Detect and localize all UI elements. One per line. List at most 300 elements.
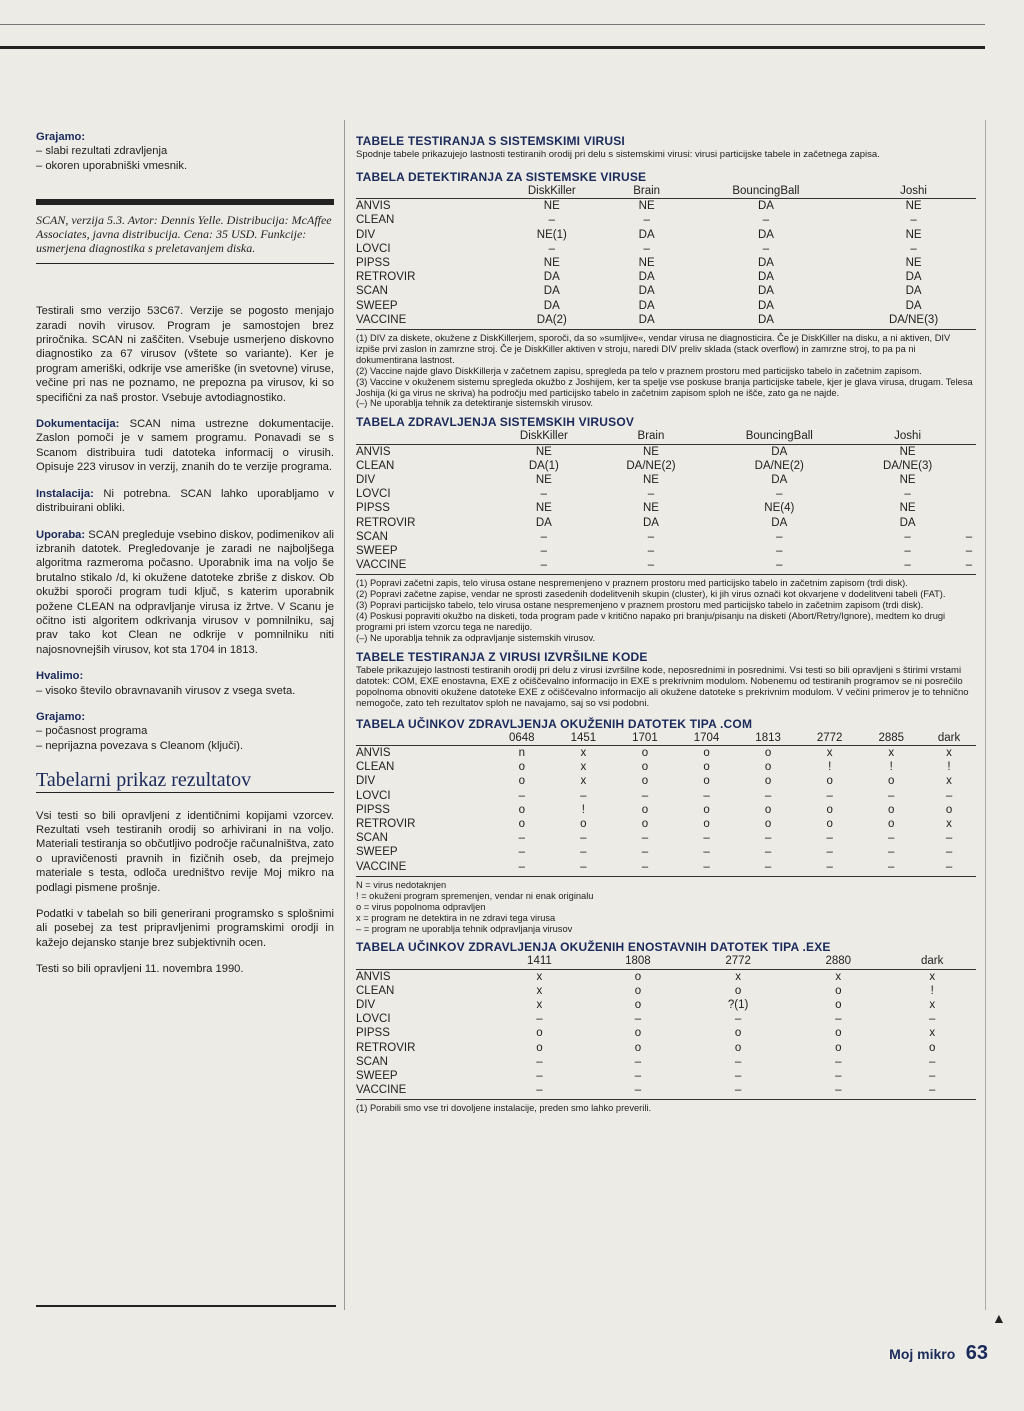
table-cell: [962, 487, 976, 501]
table-cell: –: [647, 530, 655, 543]
table-cell: o: [634, 984, 642, 997]
paragraph: Podatki v tabelah so bili generirani programsko s splošnimi ali posebej za test pripravljenimi programskimi orodji in kažejo dejansko stanje brez subjektivnih ocen.: [36, 908, 334, 949]
table-cell: x: [888, 747, 895, 760]
table-cell: –: [518, 860, 525, 873]
column-header: 2880: [788, 954, 888, 969]
table-row: [356, 1026, 976, 1040]
table-cell: –: [580, 846, 587, 859]
table-cell: –: [734, 1084, 742, 1097]
table-cell: NE: [543, 257, 560, 270]
table-cell: x: [929, 999, 936, 1012]
page-footer: [889, 1342, 988, 1365]
table-cell: DA: [543, 271, 560, 284]
table-cell: NE: [899, 445, 916, 458]
table-cell: DA: [638, 228, 655, 241]
table-row: [356, 789, 976, 803]
table-cell: –: [888, 860, 895, 873]
table-cell: x: [929, 1027, 936, 1040]
table-header-row: [356, 429, 976, 444]
table-row: [356, 998, 976, 1012]
table-cell: x: [946, 747, 952, 760]
footnote: (–) Ne uporablja tehnik za detektiranje sistemskih virusov.: [356, 398, 594, 409]
table-title: TABELA UČINKOV ZDRAVLJENJA OKUŽENIH ENOSTAVNIH DATOTEK TIPA .EXE: [356, 940, 831, 955]
table-cell: –: [965, 559, 973, 572]
table-cell: –: [540, 545, 548, 557]
column-header: BouncingBall: [705, 429, 853, 444]
table-cell: x: [735, 970, 741, 983]
table-cell: o: [888, 803, 895, 816]
table-cell: –: [888, 846, 895, 859]
table-cell: –: [518, 832, 525, 845]
column-header: DiskKiller: [491, 184, 613, 199]
table-cell: –: [945, 789, 953, 802]
right-margin-line: [985, 120, 986, 1310]
table-cell: NE: [905, 228, 922, 241]
table-cell: !: [581, 803, 585, 816]
table-cell: DA: [543, 299, 560, 312]
table-cell: –: [904, 488, 911, 501]
column-header: Joshi: [853, 429, 962, 444]
table-cell: –: [647, 559, 655, 572]
table-cell: NE: [543, 200, 560, 213]
table-cell: –: [888, 832, 895, 845]
table-cell: o: [734, 984, 742, 997]
table-cell: o: [518, 761, 525, 774]
table-notes: [356, 876, 976, 935]
table-cell: DA: [638, 271, 655, 284]
table-row: [356, 984, 976, 998]
table-cell: o: [764, 803, 772, 816]
table-row: [356, 760, 976, 774]
row-label: RETROVIR: [356, 1041, 416, 1054]
table-cell: o: [888, 818, 895, 831]
table-cell: DA: [771, 516, 788, 529]
table-block: [356, 717, 976, 935]
table-cell: DA: [757, 228, 774, 241]
table-cell: –: [965, 530, 973, 543]
table-row: [356, 845, 976, 859]
row-label: RETROVIR: [356, 271, 416, 284]
table-cell: –: [734, 1055, 742, 1068]
table-cell: DA: [757, 313, 774, 326]
table-cell: –: [945, 846, 953, 859]
table-row: [356, 516, 976, 530]
table-row: [356, 1083, 976, 1097]
footnote: (3) Popravi particijsko tabelo, telo virusa ostane nespremenjeno v praznem prostoru med particijsko tabelo in začetnim zapisom (trdi disk).: [356, 600, 924, 611]
row-label: SWEEP: [356, 1070, 398, 1083]
table-cell: –: [776, 545, 783, 557]
table-cell: x: [580, 747, 587, 760]
table-cell: o: [835, 1041, 842, 1054]
column-header: 1701: [614, 731, 676, 746]
table-cell: NE: [535, 445, 552, 458]
table-cell: DA: [757, 200, 774, 213]
table-cell: o: [764, 747, 772, 760]
right-column: [356, 134, 976, 1118]
column-header: Brain: [613, 184, 681, 199]
table-cell: o: [835, 999, 842, 1012]
table-cell: o: [764, 775, 772, 788]
table-cell: x: [835, 970, 842, 983]
table-cell: –: [826, 789, 833, 802]
column-header: 2885: [860, 731, 922, 746]
table-cell: –: [641, 846, 649, 859]
table-cell: –: [764, 846, 772, 859]
table-cell: DA(1): [528, 459, 559, 472]
grajamo-heading: Grajamo:: [36, 710, 86, 723]
table-row: [356, 530, 976, 544]
row-label: DIV: [356, 228, 376, 241]
table-cell: NE: [535, 502, 552, 515]
table-cell: –: [776, 530, 783, 543]
table-cell: !: [828, 761, 832, 774]
table-row: [356, 831, 976, 845]
footnote: x = program ne detektira in ne zdravi tega virusa: [356, 912, 556, 923]
table-cell: –: [540, 530, 548, 543]
table-cell: –: [826, 832, 833, 845]
table-cell: –: [518, 846, 525, 859]
table-header-row: [356, 954, 976, 969]
paragraph: Testi so bili opravljeni 11. novembra 1990.: [36, 963, 244, 976]
table-cell: x: [580, 761, 587, 774]
column-header: dark: [922, 731, 976, 746]
dokumentacija-paragraph: [36, 417, 334, 475]
table-cell: –: [888, 789, 895, 802]
footnote: (1) DIV za diskete, okužene z DiskKillerjem, sporoči, da so »sumljive«, vendar virusa ne diagnosticira. Če je DiskKiller na disku, a ni aktiven, DIV izpiše prvi zaslon in zamrzne stroj. Če je DiskKiller aktiven v stroju, naredi DIV preliv sklada (stack overflow) in zamrzne stroj, to pa pa ni dokumentirana lastnost.: [356, 333, 951, 365]
column-header: [356, 429, 491, 444]
table-cell: –: [764, 789, 772, 802]
table-cell: NE(1): [536, 228, 567, 241]
table-cell: –: [647, 545, 655, 557]
table-cell: NE: [905, 257, 922, 270]
table-cell: x: [580, 775, 587, 788]
table-row: [356, 803, 976, 817]
table-cell: NE: [899, 502, 916, 515]
footnote: – = program ne uporablja tehnik odpravljanja virusov: [356, 923, 573, 934]
row-label: CLEAN: [356, 459, 395, 472]
table-cell: o: [764, 818, 772, 831]
column-header: Joshi: [851, 184, 976, 199]
row-label: ANVIS: [356, 747, 391, 760]
footnote: (3) Vaccine v okuženem sistemu spregleda okužbo z Joshijem, ker ta spelje vse poskuse branja particijske tabele, kjer je glava virusa, drugam. Telesa Joshija (ki ga virus ne skriva) ha področju med particijsko tabelo in začetnim zapisom sploh ne išče, zato ga ne najde.: [356, 376, 973, 398]
row-label: LOVCI: [356, 1013, 391, 1026]
table-cell: –: [634, 1084, 642, 1097]
table-cell: DA: [543, 285, 560, 298]
table-cell: [962, 473, 976, 487]
table-cell: –: [762, 242, 770, 255]
table-cell: x: [946, 775, 952, 788]
table-cell: [962, 459, 976, 473]
top-thin-rule: [0, 24, 985, 25]
table-cell: –: [634, 1055, 642, 1068]
table-cell: NE: [638, 257, 655, 270]
results-table: [356, 954, 976, 1097]
table-cell: o: [536, 1027, 543, 1040]
table-cell: o: [826, 818, 833, 831]
section-intro: Tabele prikazujejo lastnosti testiranih orodij pri delu z virusi izvršilne kode, neposrednimi in posrednimi. Vsi testi so bili opravljeni s štirimi vrstami datotek: COM, EXE enostavna, EXE z očiščevalno informacijo in EXE s prekrivnim modulom. Nobenemu od testiranih programov se ni posrečilo popolnoma obnoviti okužene datoteke EXE z očiščevalno informacijo ali okužene datoteke s prekrivnim modulom. V večini primerov je to tehnično nemogoče, zato teh rezultatov sploh ne navajamo, saj so vsi podobni.: [356, 664, 969, 709]
table-cell: –: [776, 559, 783, 572]
table-cell: x: [946, 818, 952, 831]
footnote: N = virus nedotaknjen: [356, 879, 447, 890]
table-cell: o: [518, 818, 525, 831]
table-cell: o: [764, 761, 772, 774]
table-cell: –: [536, 1013, 543, 1026]
table-row: [356, 1012, 976, 1026]
table-cell: [962, 501, 976, 515]
row-label: VACCINE: [356, 860, 407, 873]
grajamo-block-1: [36, 130, 334, 173]
table-cell: [962, 444, 976, 459]
table-row: [356, 558, 976, 572]
table-notes: [356, 574, 976, 643]
table-cell: DA: [757, 257, 774, 270]
table-cell: –: [634, 1013, 642, 1026]
table-cell: –: [518, 789, 525, 802]
row-label: ANVIS: [356, 970, 391, 983]
row-label: VACCINE: [356, 313, 407, 326]
table-title: TABELA UČINKOV ZDRAVLJENJA OKUŽENIH DATOTEK TIPA .COM: [356, 716, 753, 731]
row-label: CLEAN: [356, 761, 395, 774]
section-heading: TABELE TESTIRANJA Z VIRUSI IZVRŠILNE KODE: [356, 649, 648, 664]
column-header: [356, 954, 491, 969]
table-cell: x: [929, 970, 936, 983]
table-cell: –: [548, 242, 555, 255]
table-cell: –: [835, 1013, 842, 1026]
table-cell: o: [835, 984, 842, 997]
row-label: CLEAN: [356, 214, 395, 227]
table-cell: –: [703, 860, 710, 873]
footnote: (4) Poskusi popraviti okužbo na disketi, toda program pade v kritično napako pri branju/pisanju na disketi (Abort/Retry/Ignore), medtem ko drugi programi pri istem vzorcu tega ne naredijo.: [356, 611, 946, 633]
table-cell: DA: [905, 285, 922, 298]
table-row: [356, 473, 976, 487]
column-header: 1808: [588, 954, 688, 969]
table-cell: o: [703, 747, 710, 760]
column-header: 2772: [688, 954, 788, 969]
table-row: [356, 1055, 976, 1069]
table-row: [356, 444, 976, 459]
column-header: Brain: [597, 429, 706, 444]
uporaba-paragraph: [36, 528, 334, 658]
table-cell: DA/NE(2): [754, 459, 804, 472]
column-header: 1451: [553, 731, 615, 746]
table-cell: –: [647, 488, 655, 501]
column-header: dark: [888, 954, 976, 969]
table-cell: DA: [899, 516, 916, 529]
table-cell: –: [826, 846, 833, 859]
row-label: SCAN: [356, 832, 388, 845]
column-header: 2772: [799, 731, 861, 746]
table-cell: x: [826, 747, 833, 760]
table-cell: –: [826, 860, 833, 873]
column-header: [962, 429, 976, 444]
uporaba-lead: Uporaba:: [36, 528, 86, 541]
table-row: [356, 1041, 976, 1055]
table-row: [356, 459, 976, 473]
table-cell: DA: [638, 313, 655, 326]
column-header: BouncingBall: [681, 184, 851, 199]
table-row: [356, 242, 976, 256]
table-title: TABELA ZDRAVLJENJA SISTEMSKIH VIRUSOV: [356, 415, 635, 430]
table-row: [356, 487, 976, 501]
hvalimo-heading: Hvalimo:: [36, 670, 84, 683]
table-cell: o: [888, 775, 895, 788]
table-cell: o: [945, 803, 953, 816]
row-label: VACCINE: [356, 1084, 407, 1097]
table-cell: o: [734, 1027, 742, 1040]
table-cell: –: [703, 832, 710, 845]
row-label: ANVIS: [356, 200, 391, 213]
table-cell: –: [540, 488, 548, 501]
row-label: SWEEP: [356, 299, 398, 312]
row-label: DIV: [356, 999, 376, 1012]
table-cell: o: [703, 818, 710, 831]
row-label: RETROVIR: [356, 818, 416, 831]
table-cell: –: [928, 1084, 936, 1097]
hvalimo-block: [36, 669, 334, 698]
magazine-name: Moj mikro: [889, 1346, 956, 1362]
table-cell: –: [904, 545, 911, 557]
uporaba-text: SCAN pregleduje vsebino diskov, podimenikov ali izbranih datotek. Pregledovanje je zaradi ne najboljšega algoritma razmeroma počasno. Uporabnik ima na voljo še brutalno stikalo /d, ki okužene datoteke zbriše z diskov. Ob okužbi sporoči program tudi ključ, s katerim uporabnik požene CLEAN na odpravljanje virusa iz žrtve. V Scanu je očitno isti algoritem odkrivanja virusov v pomnilniku, saj prav tako kot Clean ne odkrije v pomnilniku niti najosnovnejših virusov, kot sta 1704 in 1813.: [36, 528, 334, 656]
table-cell: o: [641, 818, 649, 831]
table-cell: o: [703, 803, 710, 816]
table-cell: –: [928, 1013, 936, 1026]
table-cell: –: [904, 530, 911, 543]
continue-arrow-icon: ▲: [992, 1310, 1006, 1326]
table-cell: NE: [642, 473, 659, 486]
table-cell: DA(2): [536, 313, 567, 326]
list-item: – neprijazna povezava s Cleanom (ključi).: [36, 739, 244, 752]
table-cell: o: [634, 1027, 642, 1040]
list-item: – počasnost programa: [36, 725, 148, 738]
table-cell: –: [835, 1084, 842, 1097]
table-row: [356, 228, 976, 242]
table-row: [356, 501, 976, 515]
row-label: SWEEP: [356, 545, 398, 557]
footnote: o = virus popolnoma odpravljen: [356, 901, 486, 912]
table-cell: NE(4): [764, 502, 795, 515]
footnote: (–) Ne uporablja tehnik za odpravljanje sistemskih virusov.: [356, 632, 596, 643]
table-cell: DA/NE(3): [882, 459, 933, 472]
column-header: 0648: [491, 731, 553, 746]
table-cell: –: [580, 789, 587, 802]
table-cell: –: [734, 1070, 742, 1083]
instalacija-lead: Instalacija:: [36, 487, 94, 500]
table-cell: –: [536, 1084, 543, 1097]
list-item: – visoko število obravnavanih virusov z vsega sveta.: [36, 684, 296, 697]
table-cell: DA: [535, 516, 552, 529]
row-label: RETROVIR: [356, 516, 416, 529]
table-cell: –: [643, 242, 650, 255]
table-cell: –: [580, 832, 587, 845]
row-label: PIPSS: [356, 803, 390, 816]
table-cell: o: [826, 803, 833, 816]
table-cell: –: [928, 1055, 936, 1068]
table-row: [356, 1069, 976, 1083]
row-label: SWEEP: [356, 846, 398, 859]
table-cell: –: [835, 1055, 842, 1068]
table-cell: DA: [642, 516, 659, 529]
table-cell: –: [910, 214, 917, 227]
table-cell: o: [634, 1041, 642, 1054]
table-cell: !: [930, 984, 934, 997]
table-cell: o: [641, 803, 649, 816]
section-intro: Spodnje tabele prikazujejo lastnosti testiranih orodij pri delu s sistemskimi virusi: virusi particijske tabele in začetnega zapisa.: [356, 149, 880, 160]
top-rule: [0, 46, 985, 49]
table-cell: –: [634, 1070, 642, 1083]
table-cell: o: [826, 775, 833, 788]
table-cell: o: [580, 818, 587, 831]
table-cell: o: [641, 761, 649, 774]
column-header: 1813: [737, 731, 799, 746]
results-table: [356, 429, 976, 572]
table-cell: –: [764, 860, 772, 873]
table-cell: NE: [905, 200, 922, 213]
program-info-box: SCAN, verzija 5.3. Avtor: Dennis Yelle. Distribucija: McAffee Associates, javna distribucija. Cena: 35 USD. Funkcije: usmerjena diagnostika s preletavanjem diska.: [36, 199, 334, 264]
table-notes: [356, 1099, 976, 1114]
table-cell: DA: [771, 445, 788, 458]
footnote: ! = okuženi program spremenjen, vendar ni enak originalu: [356, 890, 594, 901]
table-cell: o: [518, 775, 525, 788]
table-cell: o: [835, 1027, 842, 1040]
table-cell: x: [536, 970, 543, 983]
footnote: (2) Popravi začetne zapise, vendar ne sprosti zasedenih dodelitvenih skupin (cluster), ki jih virus označi kot okvarjene v dodelitveni tabeli (FAT).: [356, 589, 946, 600]
table-row: [356, 544, 976, 558]
table-cell: o: [703, 761, 710, 774]
table-row: [356, 969, 976, 984]
footnote: (2) Vaccine najde glavo DiskKillerja v začetnem zapisu, spregleda pa telo v praznem prostoru med particijsko tabelo in začetnim zapisom.: [356, 365, 922, 376]
instalacija-text: Ni potrebna. SCAN lahko uporabljamo v distribuirani obliki.: [36, 487, 334, 515]
table-cell: DA: [757, 285, 774, 298]
footnote: (1) Popravi začetni zapis, telo virusa ostane nespremenjeno v praznem prostoru med particijsko tabelo in začetnim zapisom (trdi disk).: [356, 578, 908, 589]
table-cell: DA: [638, 285, 655, 298]
table-cell: DA/NE(3): [888, 313, 939, 326]
table-cell: –: [928, 1070, 936, 1083]
table-cell: NE: [642, 502, 659, 515]
grajamo-heading: Grajamo:: [36, 131, 86, 143]
table-row: [356, 313, 976, 327]
instalacija-paragraph: [36, 487, 334, 516]
table-cell: n: [518, 747, 525, 760]
table-cell: –: [548, 214, 555, 227]
table-cell: –: [734, 1013, 742, 1026]
table-row: [356, 746, 976, 761]
column-header: 1704: [676, 731, 738, 746]
table-title: TABELA DETEKTIRANJA ZA SISTEMSKE VIRUSE: [356, 170, 647, 184]
row-label: LOVCI: [356, 242, 391, 255]
row-label: ANVIS: [356, 445, 391, 458]
table-cell: –: [641, 860, 649, 873]
table-cell: DA: [638, 299, 655, 312]
row-label: SCAN: [356, 285, 388, 298]
table-cell: x: [536, 999, 543, 1012]
section-heading: TABELE TESTIRANJA S SISTEMSKIMI VIRUSI: [356, 134, 625, 148]
table-header-row: [356, 184, 976, 199]
table-cell: –: [764, 832, 772, 845]
table-cell: –: [643, 214, 650, 227]
table-cell: DA: [757, 299, 774, 312]
table-cell: NE: [899, 473, 916, 486]
table-cell: o: [641, 775, 649, 788]
table-row: [356, 256, 976, 270]
table-cell: –: [762, 214, 770, 227]
table-cell: –: [540, 559, 548, 572]
grajamo-block-2: [36, 710, 334, 753]
table-cell: –: [910, 242, 917, 255]
bottom-rule: [36, 1305, 336, 1307]
table-cell: DA: [905, 299, 922, 312]
table-cell: DA: [771, 473, 788, 486]
footnote: (1) Porabili smo vse tri dovoljene instalacije, preden smo lahko preverili.: [356, 1103, 652, 1114]
